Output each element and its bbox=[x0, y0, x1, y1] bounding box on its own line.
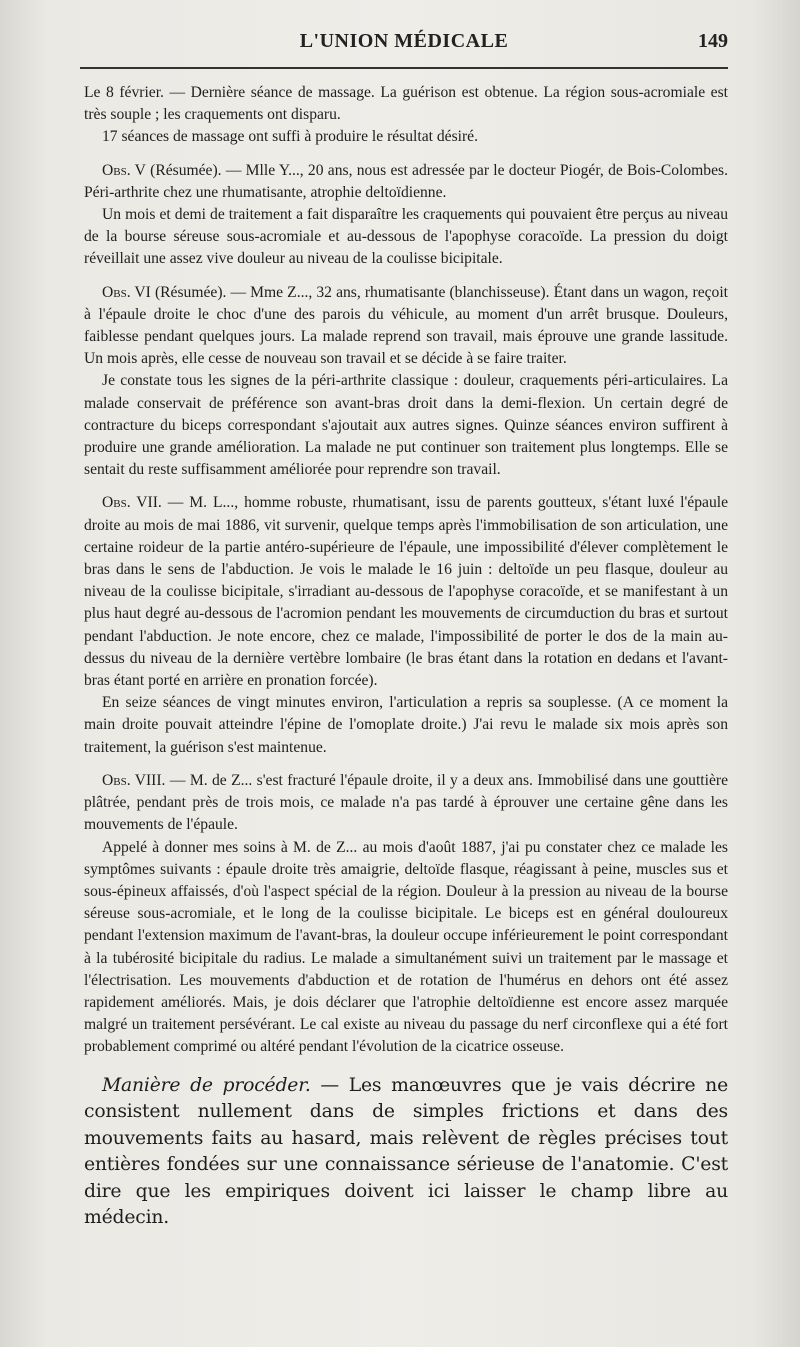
observation-text: (Résumée). — Mlle Y..., 20 ans, nous est adressée par le docteur Piogér, de Bois-Colombes. Péri-arthrite chez une rhumatisante, atrophie deltoïdienne. bbox=[84, 161, 728, 201]
observation-7 bbox=[84, 492, 728, 692]
observation-text: (Résumée). — Mme Z..., 32 ans, rhumatisante (blanchisseuse). Étant dans un wagon, reçoit à l'épaule droite le choc d'une des parois du véhicule, au moment d'un arrêt brusque. Douleurs, faiblesse pendant quelques jours. La malade reprend son travail, mais éprouve une grande lassitude. Un mois après, elle cesse de nouveau son travail et se décide à se faire traiter. bbox=[84, 283, 728, 368]
page-number: 149 bbox=[698, 30, 728, 52]
observation-lead: Obs. V bbox=[102, 161, 146, 179]
paragraph-10: Appelé à donner mes soins à M. de Z... au mois d'août 1887, j'ai pu constater chez ce malade les symptômes suivants : épaule droite très amaigrie, deltoïde flasque, réagissant à peine, muscles sus et sous-épineux affaissés, d'où l'aspect spécial de la région. Douleur à la pression au niveau de la bourse séreuse sous-acromiale, et le long de la coulisse bicipitale. Le biceps est en général douloureux pendant l'extension maximum de l'avant-bras, la douleur occupe inférieurement le point correspondant à la tubérosité bicipitale du radius. Le malade a simultanément suivi un traitement par le massage et l'électrisation. Les mouvements d'abduction et de rotation de l'humérus en dehors ont été assez rapidement améliorés. Mais, je dois déclarer que l'atrophie deltoïdienne est encore assez marquée malgré un traitement persévérant. Le cal existe au niveau du passage du nerf circonflexe qui a été fort probablement comprimé ou altéré pendant l'évolution de la cicatrice osseuse. bbox=[84, 838, 728, 1056]
observation-text: — M. de Z... s'est fracturé l'épaule droite, il y a deux ans. Immobilisé dans une gouttière plâtrée, pendant près de trois mois, ce malade n'a pas tardé à éprouver une certaine gêne dans les mouvements de l'épaule. bbox=[84, 771, 728, 834]
paragraph-1: Le 8 février. — Dernière séance de massage. La guérison est obtenue. La région sous-acromiale est très souple ; les craquements ont disparu. bbox=[84, 84, 728, 124]
observation-lead: Obs. VI bbox=[102, 283, 151, 301]
observation-6 bbox=[84, 282, 728, 371]
paragraph-8: En seize séances de vingt minutes environ, l'articulation a repris sa souplesse. (A ce moment la main droite pouvait atteindre l'épine de l'omoplate droite.) J'ai revu le malade six mois après son traitement, la guérison s'est maintenue. bbox=[84, 694, 728, 756]
header-rule bbox=[80, 67, 728, 69]
paragraph-2: 17 séances de massage ont suffi à produire le résultat désiré. bbox=[102, 128, 479, 146]
body-text bbox=[84, 82, 728, 1232]
method-text: — Les manœuvres que je vais décrire ne consistent nullement dans de simples frictions et dans des mouvements faits au hasard, mais relèvent de règles précises tout entières fondées sur une connaissance sérieuse de l'anatomie. C'est dire que les empiriques doivent ici laisser le champ libre au médecin. bbox=[84, 1074, 728, 1229]
page-header bbox=[80, 30, 728, 62]
paragraph-6: Je constate tous les signes de la péri-arthrite classique : douleur, craquements péri-articulaires. La malade conservait de préférence son avant-bras droit dans la demi-flexion. Un certain degré de contracture du biceps correspondant s'ajoutait aux autres signes. Quinze séances environ suffirent à produire une grande amélioration. La malade ne put continuer son traitement plus longtemps. Elle se sentait du reste suffisamment améliorée pour reprendre son travail. bbox=[84, 372, 728, 479]
observation-lead: Obs. VIII. bbox=[102, 771, 166, 789]
observation-text: — M. L..., homme robuste, rhumatisant, issu de parents goutteux, s'étant luxé l'épaule droite au mois de mai 1886, vit survenir, quelque temps après l'immobilisation de son articulation, une certaine roideur de la partie antéro-supérieure de l'épaule, une impossibilité d'élever complètement le bras dans le sens de l'abduction. Je vois le malade le 16 juin : deltoïde un peu flasque, douleur au niveau de la coulisse bicipitale, s'irradiant au-dessous de l'apophyse coracoïde, et se manifestant à un plus haut degré au-dessous de l'acromion pendant les mouvements de circumduction du bras et surtout pendant l'abduction. Je note encore, chez ce malade, l'impossibilité de porter le dos de la main au-dessus du niveau de la dernière vertèbre lombaire (le bras étant dans la rotation en dedans et l'avant-bras étant porté en arrière en pronation forcée). bbox=[84, 494, 728, 690]
method-heading: Manière de procéder. bbox=[102, 1074, 311, 1096]
observation-5 bbox=[84, 160, 728, 204]
observation-8 bbox=[84, 770, 728, 837]
paragraph-4: Un mois et demi de traitement a fait disparaître les craquements qui pouvaient être perçus au niveau de la bourse séreuse sous-acromiale et au-dessous de l'apophyse coracoïde. La pression du doigt réveillait une assez vive douleur au niveau de la coulisse bicipitale. bbox=[84, 206, 728, 268]
running-title: L'UNION MÉDICALE bbox=[299, 30, 509, 52]
observation-lead: Obs. VII. bbox=[102, 494, 162, 512]
method-paragraph bbox=[84, 1073, 728, 1232]
